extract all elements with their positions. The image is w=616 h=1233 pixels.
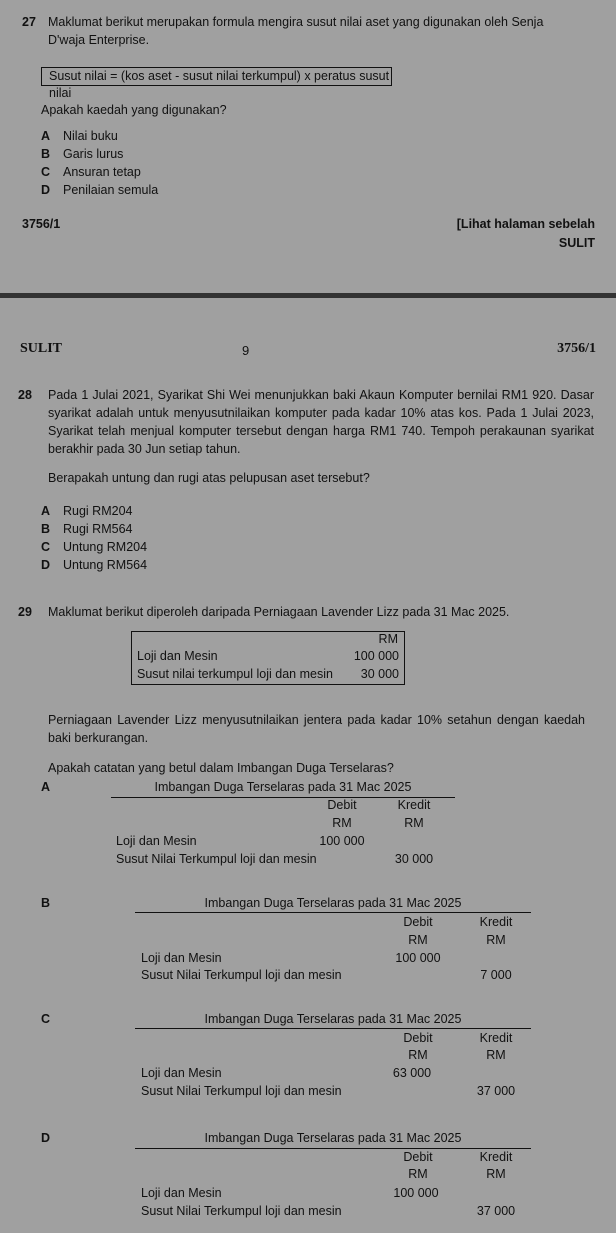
kredit-header: Kredit (479, 1150, 513, 1164)
option-text: Penilaian semula (63, 183, 159, 197)
info-label: Susut nilai terkumpul loji dan mesin (137, 667, 333, 681)
option-letter: D (41, 1131, 51, 1145)
kredit-header: Kredit (397, 798, 431, 812)
table-title: Imbangan Duga Terselaras pada 31 Mac 2025 (204, 1012, 462, 1026)
row-label: Loji dan Mesin (141, 1186, 222, 1200)
title-rule (135, 1028, 531, 1029)
debit-header: Debit (327, 798, 357, 812)
formula-box: Susut nilai = (kos aset - susut nilai terkumpul) x peratus susut nilai (41, 67, 392, 86)
kredit-value: 7 000 (480, 968, 512, 982)
option-letter: B (41, 522, 51, 536)
debit-header: Debit (403, 1031, 433, 1045)
table-title: Imbangan Duga Terselaras pada 31 Mac 2025 (204, 896, 462, 910)
page-number: 9 (242, 343, 250, 358)
debit-value: 100 000 (393, 1186, 439, 1200)
table-title: Imbangan Duga Terselaras pada 31 Mac 2025 (204, 1131, 462, 1145)
option-letter: A (41, 129, 51, 143)
option-text: Rugi RM204 (63, 504, 133, 518)
option-a[interactable] (41, 129, 118, 143)
option-b[interactable] (41, 147, 123, 161)
question-number: 29 (18, 605, 32, 619)
kredit-header: Kredit (479, 1031, 513, 1045)
header-sulit: SULIT (20, 341, 63, 356)
debit-currency: RM (408, 1167, 428, 1181)
header-code: 3756/1 (557, 341, 596, 356)
option-letter: D (41, 558, 51, 572)
kredit-header: Kredit (479, 915, 513, 929)
info-value: 100 000 (353, 649, 399, 663)
option-text: Untung RM204 (63, 540, 148, 554)
kredit-currency: RM (404, 816, 424, 830)
question-prompt: Apakah catatan yang betul dalam Imbangan Duga Terselaras? (48, 761, 394, 775)
footer-next-page: [Lihat halaman sebelah (456, 217, 595, 231)
row-label: Susut Nilai Terkumpul loji dan mesin (141, 968, 342, 982)
question-number: 28 (18, 388, 32, 402)
option-c[interactable] (41, 540, 147, 554)
question-stem: D'waja Enterprise. (48, 33, 150, 47)
question-paragraph: Perniagaan Lavender Lizz menyusutnilaikan jentera pada kadar 10% setahun dengan kaedah baki berkurangan. (48, 713, 585, 745)
option-letter: C (41, 1012, 51, 1026)
option-letter: B (41, 896, 51, 910)
debit-currency: RM (408, 933, 428, 947)
option-letter: A (41, 780, 51, 794)
option-letter: C (41, 540, 51, 554)
question-prompt: Apakah kaedah yang digunakan? (41, 103, 227, 117)
question-prompt: Berapakah untung dan rugi atas pelupusan aset tersebut? (48, 471, 370, 485)
option-text: Nilai buku (63, 129, 118, 143)
title-rule (135, 1148, 531, 1149)
row-label: Loji dan Mesin (141, 951, 222, 965)
row-label: Susut Nilai Terkumpul loji dan mesin (141, 1204, 342, 1218)
kredit-currency: RM (486, 1167, 506, 1181)
footer-sulit: SULIT (558, 236, 595, 250)
debit-value: 100 000 (319, 834, 365, 848)
info-box (131, 631, 405, 685)
kredit-currency: RM (486, 933, 506, 947)
question-stem: Maklumat berikut merupakan formula mengira susut nilai aset yang digunakan oleh Senja (48, 15, 544, 29)
debit-value: 63 000 (392, 1066, 432, 1080)
debit-currency: RM (408, 1048, 428, 1062)
page-divider (0, 293, 616, 298)
currency-header: RM (378, 632, 398, 646)
option-c[interactable] (41, 165, 141, 179)
option-b[interactable] (41, 522, 132, 536)
footer-code: 3756/1 (22, 217, 61, 231)
option-text: Garis lurus (63, 147, 124, 161)
kredit-currency: RM (486, 1048, 506, 1062)
question-stem: Maklumat berikut diperoleh daripada Perniagaan Lavender Lizz pada 31 Mac 2025. (48, 605, 510, 619)
option-letter: A (41, 504, 51, 518)
debit-currency: RM (332, 816, 352, 830)
kredit-value: 37 000 (476, 1204, 516, 1218)
option-letter: C (41, 165, 51, 179)
option-text: Untung RM564 (63, 558, 148, 572)
table-title: Imbangan Duga Terselaras pada 31 Mac 2025 (154, 780, 412, 794)
kredit-value: 30 000 (394, 852, 434, 866)
row-label: Loji dan Mesin (141, 1066, 222, 1080)
option-d[interactable] (41, 558, 147, 572)
title-rule (135, 912, 531, 913)
debit-value: 100 000 (395, 951, 441, 965)
kredit-value: 37 000 (476, 1084, 516, 1098)
debit-header: Debit (403, 915, 433, 929)
row-label: Loji dan Mesin (116, 834, 197, 848)
row-label: Susut Nilai Terkumpul loji dan mesin (141, 1084, 342, 1098)
question-number: 27 (22, 15, 36, 29)
row-label: Susut Nilai Terkumpul loji dan mesin (116, 852, 317, 866)
option-text: Rugi RM564 (63, 522, 133, 536)
info-label: Loji dan Mesin (137, 649, 218, 663)
option-d[interactable] (41, 183, 158, 197)
info-value: 30 000 (360, 667, 399, 681)
option-a[interactable] (41, 504, 132, 518)
option-text: Ansuran tetap (63, 165, 141, 179)
debit-header: Debit (403, 1150, 433, 1164)
question-stem: Pada 1 Julai 2021, Syarikat Shi Wei menunjukkan baki Akaun Komputer bernilai RM1 920. Dasar syarikat adalah untuk menyusutnilaikan komputer pada kadar 10% atas kos. Pada 1 Julai 2023, Syarikat telah menjual komputer tersebut dengan harga RM1 740. Tempoh perakaunan syarikat berakhir pada 30 Jun setiap tahun. (48, 388, 594, 456)
option-letter: D (41, 183, 51, 197)
option-letter: B (41, 147, 51, 161)
